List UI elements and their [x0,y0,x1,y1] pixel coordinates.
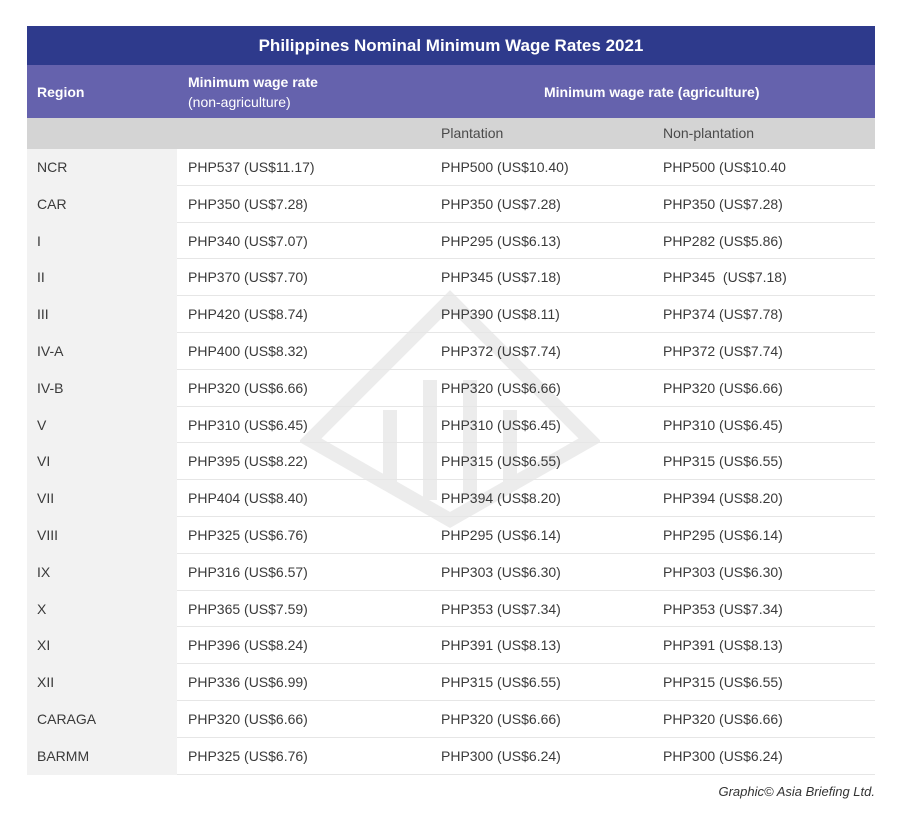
region-cell: III [27,296,177,333]
table-row [27,186,875,223]
table-row [27,443,875,480]
non-plantation-cell: PHP374 (US$7.78) [663,306,783,323]
header-non-agriculture [188,65,318,118]
non-plantation-cell: PHP353 (US$7.34) [663,600,783,617]
plantation-cell: PHP372 (US$7.74) [441,342,561,359]
non-agriculture-cell: PHP325 (US$6.76) [188,526,308,543]
plantation-cell: PHP303 (US$6.30) [441,563,561,580]
non-plantation-cell: PHP295 (US$6.14) [663,526,783,543]
table-row [27,149,875,186]
graphic-credit: Graphic© Asia Briefing Ltd. [718,784,875,799]
table-row [27,296,875,333]
plantation-cell: PHP500 (US$10.40) [441,159,569,175]
non-agriculture-cell: PHP316 (US$6.57) [188,563,308,580]
table-row [27,591,875,628]
region-cell: XII [27,664,177,701]
plantation-cell: PHP353 (US$7.34) [441,600,561,617]
plantation-cell: PHP295 (US$6.13) [441,232,561,249]
region-cell: BARMM [27,738,177,775]
table-row [27,333,875,370]
plantation-cell: PHP315 (US$6.55) [441,453,561,470]
header-non-agri-line2: (non-agriculture) [188,93,291,110]
non-plantation-cell: PHP303 (US$6.30) [663,563,783,580]
non-plantation-cell: PHP394 (US$8.20) [663,490,783,507]
table-body [27,149,875,775]
region-cell: NCR [27,149,177,186]
non-plantation-cell: PHP372 (US$7.74) [663,342,783,359]
region-cell: VIII [27,517,177,554]
header-row [27,65,875,118]
non-plantation-cell: PHP315 (US$6.55) [663,674,783,691]
subheader-non-plantation: Non-plantation [663,125,755,141]
region-cell: CAR [27,186,177,223]
non-agriculture-cell: PHP320 (US$6.66) [188,379,308,396]
non-agriculture-cell: PHP320 (US$6.66) [188,710,308,727]
header-agriculture: Minimum wage rate (agriculture) [544,83,760,100]
non-plantation-cell: PHP320 (US$6.66) [663,379,783,396]
region-cell: X [27,591,177,628]
plantation-cell: PHP315 (US$6.55) [441,674,561,691]
non-plantation-cell: PHP391 (US$8.13) [663,637,783,654]
non-agriculture-cell: PHP350 (US$7.28) [188,195,308,212]
non-agriculture-cell: PHP325 (US$6.76) [188,747,308,764]
subheader-row [27,118,875,149]
table-row [27,370,875,407]
non-plantation-cell: PHP300 (US$6.24) [663,747,783,764]
non-agriculture-cell: PHP370 (US$7.70) [188,269,308,286]
plantation-cell: PHP310 (US$6.45) [441,416,561,433]
non-plantation-cell: PHP282 (US$5.86) [663,232,783,249]
non-agriculture-cell: PHP420 (US$8.74) [188,306,308,323]
table-row [27,259,875,296]
non-agriculture-cell: PHP336 (US$6.99) [188,674,308,691]
table-row [27,517,875,554]
plantation-cell: PHP320 (US$6.66) [441,710,561,727]
non-agriculture-cell: PHP395 (US$8.22) [188,453,308,470]
region-cell: IX [27,554,177,591]
region-cell: IV-A [27,333,177,370]
non-plantation-cell: PHP320 (US$6.66) [663,710,783,727]
plantation-cell: PHP300 (US$6.24) [441,747,561,764]
table-row [27,480,875,517]
non-plantation-cell: PHP350 (US$7.28) [663,195,783,212]
plantation-cell: PHP320 (US$6.66) [441,379,561,396]
header-region: Region [37,83,85,100]
plantation-cell: PHP394 (US$8.20) [441,490,561,507]
region-cell: II [27,259,177,296]
non-agriculture-cell: PHP340 (US$7.07) [188,232,308,249]
region-cell: VI [27,443,177,480]
plantation-cell: PHP391 (US$8.13) [441,637,561,654]
non-plantation-cell: PHP315 (US$6.55) [663,453,783,470]
region-cell: I [27,223,177,260]
non-agriculture-cell: PHP537 (US$11.17) [188,159,315,175]
non-plantation-cell: PHP345 (US$7.18) [663,269,787,286]
wage-table [27,26,875,775]
non-agriculture-cell: PHP404 (US$8.40) [188,490,308,507]
plantation-cell: PHP390 (US$8.11) [441,306,560,323]
table-row [27,627,875,664]
table-row [27,407,875,444]
region-cell: CARAGA [27,701,177,738]
non-agriculture-cell: PHP310 (US$6.45) [188,416,308,433]
plantation-cell: PHP345 (US$7.18) [441,269,561,286]
non-agriculture-cell: PHP400 (US$8.32) [188,342,308,359]
region-cell: IV-B [27,370,177,407]
table-row [27,223,875,260]
table-row [27,738,875,775]
non-plantation-cell: PHP500 (US$10.40 [663,159,786,175]
table-row [27,701,875,738]
header-non-agri-line1: Minimum wage rate [188,73,318,90]
plantation-cell: PHP295 (US$6.14) [441,526,561,543]
plantation-cell: PHP350 (US$7.28) [441,195,561,212]
region-cell: XI [27,627,177,664]
non-agriculture-cell: PHP365 (US$7.59) [188,600,308,617]
subheader-plantation: Plantation [441,125,504,141]
non-agriculture-cell: PHP396 (US$8.24) [188,637,308,654]
table-title: Philippines Nominal Minimum Wage Rates 2021 [27,26,875,65]
region-cell: V [27,407,177,444]
region-cell: VII [27,480,177,517]
table-row [27,664,875,701]
table-row [27,554,875,591]
non-plantation-cell: PHP310 (US$6.45) [663,416,783,433]
